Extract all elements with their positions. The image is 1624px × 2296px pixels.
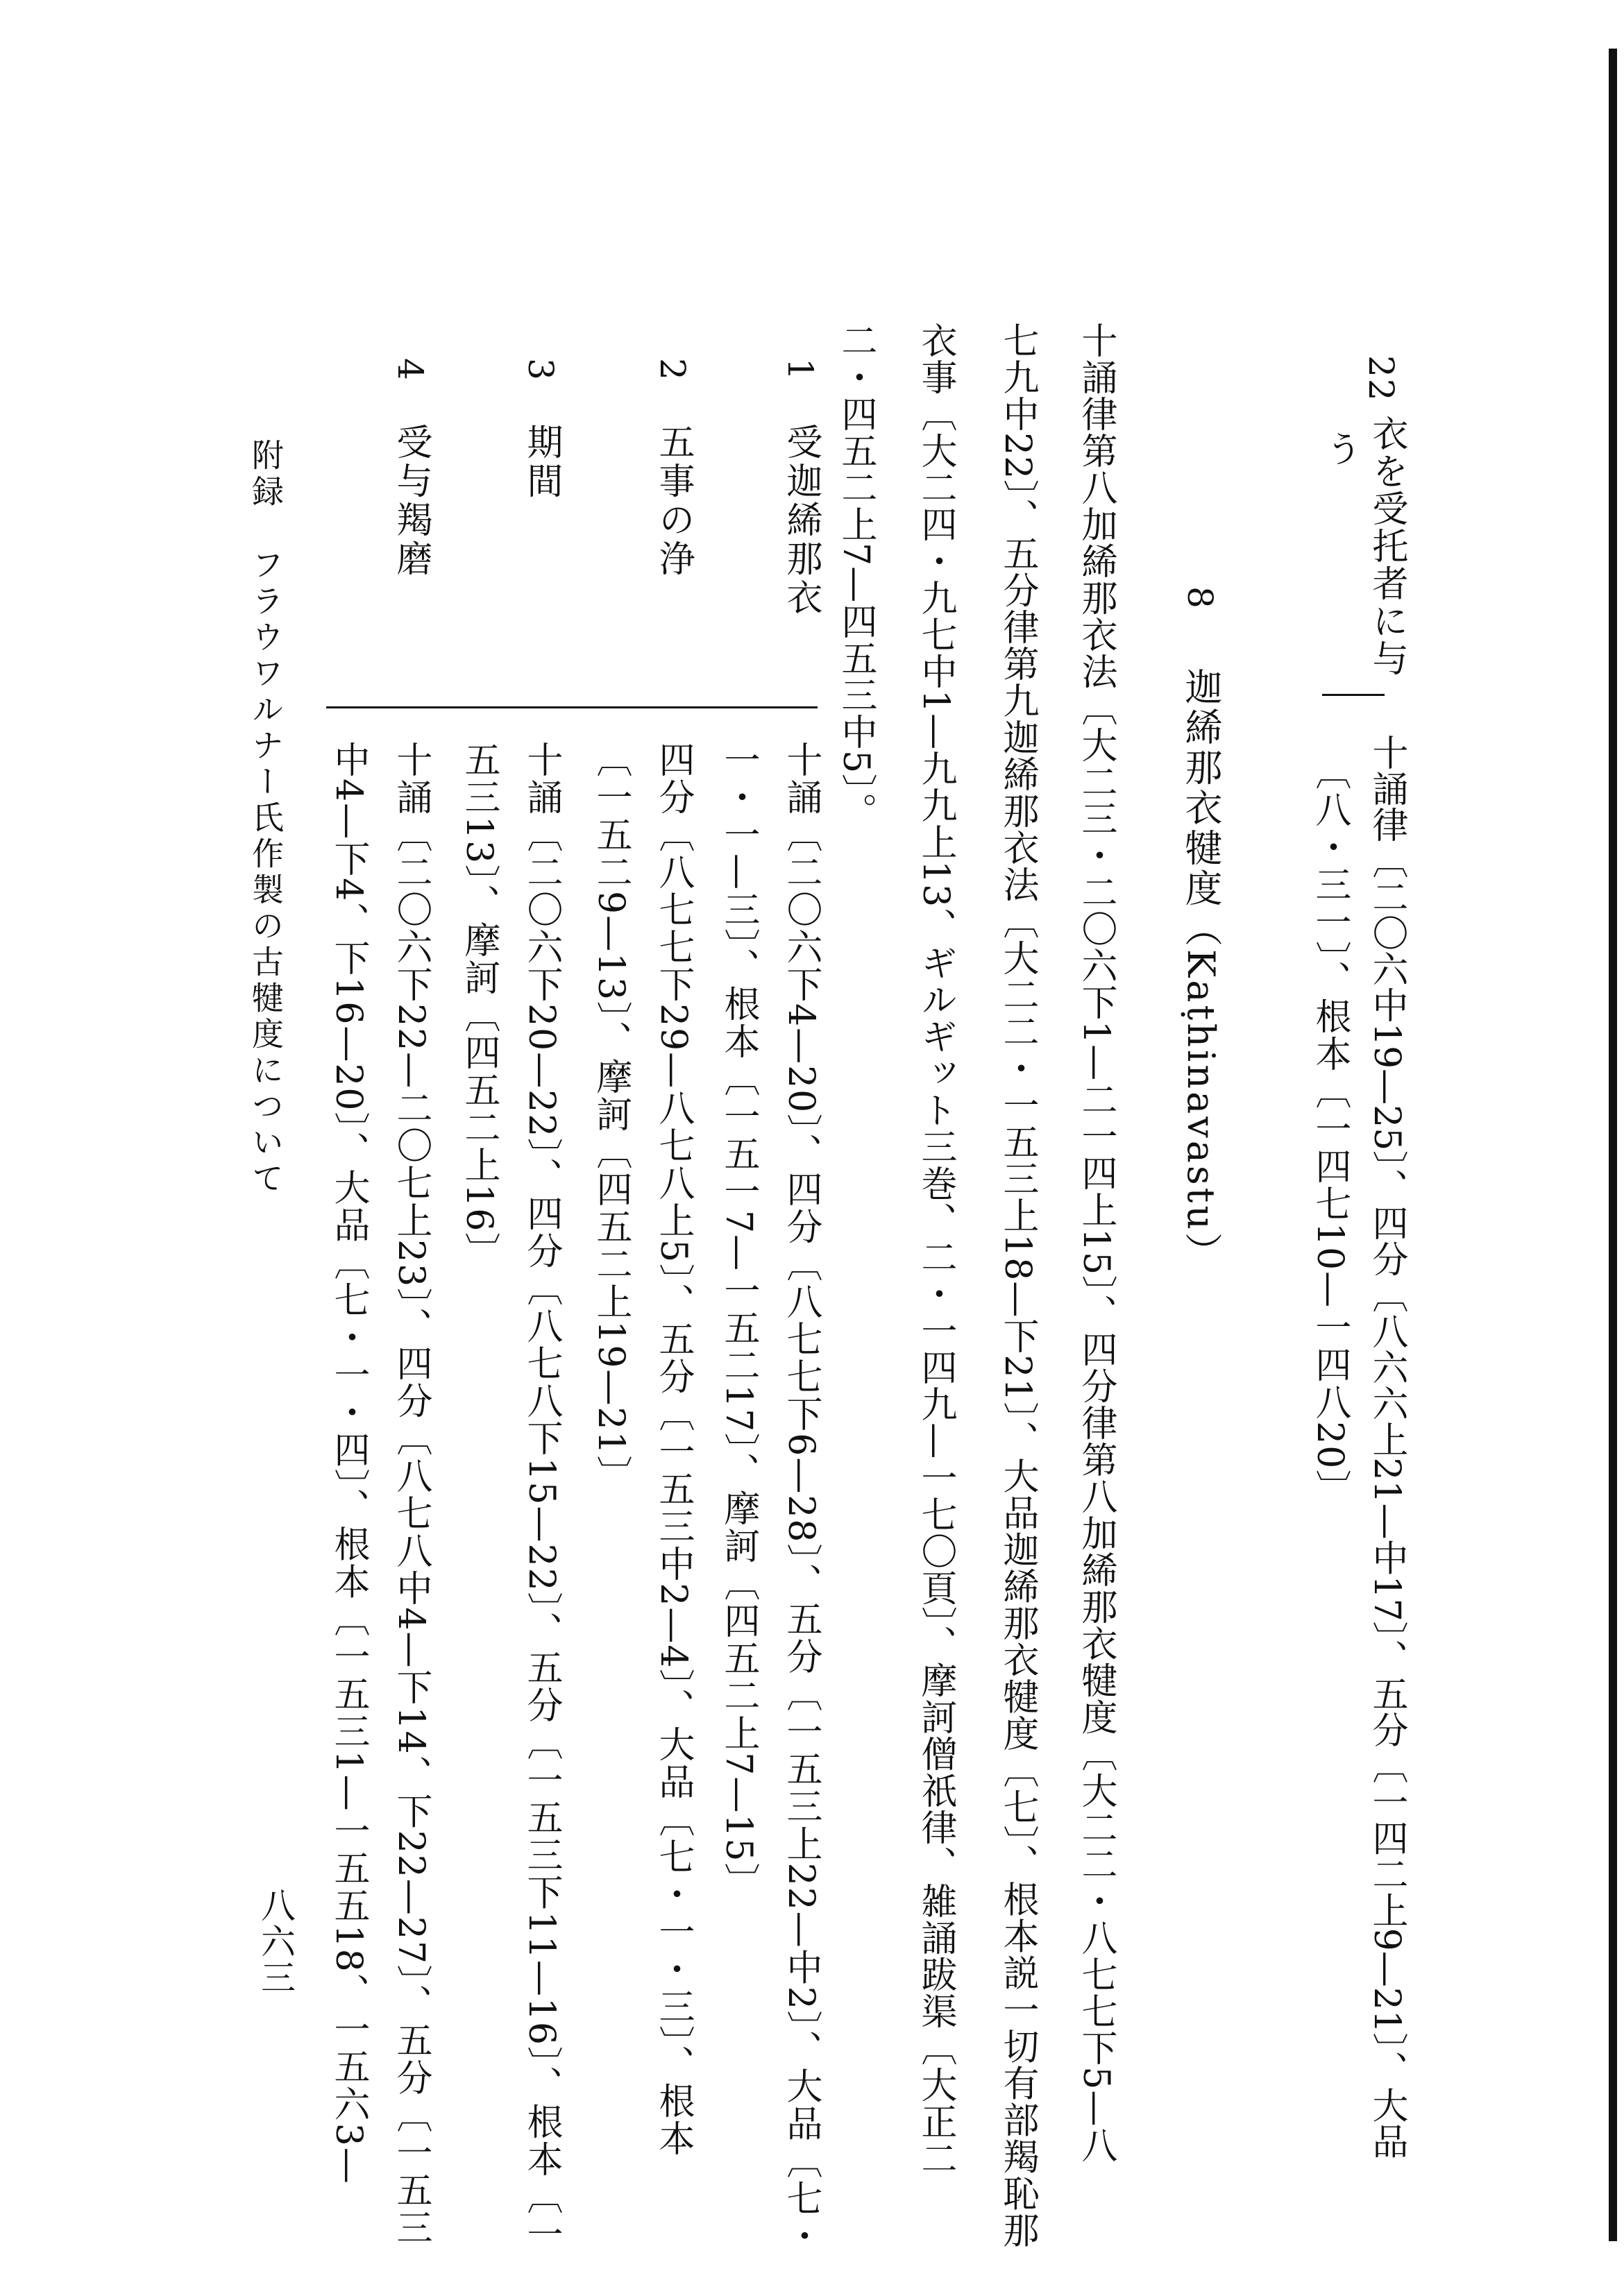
footnote-refs: 十誦律〔二〇六中19—25〕、四分〔八六六上21—中17〕、五分〔一四二上9—21〕、大品 <box>1366 734 1407 2159</box>
page-edge-line <box>1609 49 1617 2241</box>
item-number: 1 <box>780 358 820 382</box>
item-number: 4 <box>390 358 430 382</box>
intro-line: 二・四五二上7—四五三中5〕。 <box>835 322 877 830</box>
item-refs-continued: 五三13〕、摩訶〔四五二上16〕 <box>458 741 500 1270</box>
intro-line: 衣事〔大二四・九七中1—九九上13、ギルギット三巻、二・一四九—一七〇頁〕、摩訶僧祇律、雑誦跋渠〔大正二 <box>915 322 956 2177</box>
item-number: 3 <box>521 358 561 382</box>
item-number: 2 <box>652 358 693 382</box>
item-refs: 十誦〔二〇六下4—20〕、四分〔八七七下6—28〕、五分〔一五三上22—中2〕、大品〔七・ <box>780 741 822 2255</box>
item-refs-continued: 〔一五二9—13〕、摩訶〔四五二上19—21〕 <box>590 741 632 1493</box>
item-label: 受迦絺那衣 <box>780 423 822 618</box>
footnote-leader-line <box>1322 694 1385 696</box>
item-label: 受与羯磨 <box>390 423 432 579</box>
item-label: 五事の浄 <box>652 423 694 579</box>
item-refs: 十誦〔二〇六下20—22〕、四分〔八七八下15—22〕、五分〔一五三下11—16〕、根本〔一 <box>521 741 562 2254</box>
footnote-refs-continued: 〔八・三一〕、根本〔一四七10—一四八20〕 <box>1309 754 1351 1508</box>
item-label: 期間 <box>521 423 562 501</box>
footnote-term-continued: う <box>1319 430 1361 468</box>
item-refs-continued: 一・一—三〕、根本〔一五一7—一五二17〕、摩訶〔四五二上7—15〕 <box>718 741 759 1900</box>
running-head: フラウワルナー氏作製の古犍度について <box>247 548 285 1198</box>
item-refs: 十誦〔二〇六下22—二〇七上23〕、四分〔八七八中4—下14、下22—27〕、五分〔一五三 <box>390 741 432 2247</box>
item-refs-continued: 中4—下4、下16—20〕、大品〔七・一・四〕、根本〔一五三1—一五五18、一五六3— <box>328 741 369 2185</box>
intro-line: 七九中22〕、五分律第九迦絺那衣法〔大二二・一五三上18—下21〕、大品迦絺那衣犍度〔七〕、根本説一切有部羯恥那 <box>997 322 1038 2249</box>
section-number: 8 <box>1180 586 1220 610</box>
footnote-term: 衣を受托者に与 <box>1366 415 1407 677</box>
intro-line: 十誦律第八加絺那衣法〔大二三・二〇六下1—二一四上15〕、四分律第八加絺那衣犍度〔大二二・八七七下5—八 <box>1075 322 1117 2164</box>
item-refs: 四分〔八七七下29—八七八上5〕、五分〔一五三中2—4〕、大品〔七・一・三〕、根本 <box>652 741 694 2158</box>
runner-label: 附録 <box>247 439 285 511</box>
footnote-number: 22 <box>1361 355 1401 402</box>
items-separator-line <box>326 706 818 708</box>
section-title: 迦絺那衣犍度（Kaṭhinavastu） <box>1179 667 1223 1273</box>
page-number: 八六三 <box>255 1887 296 1996</box>
